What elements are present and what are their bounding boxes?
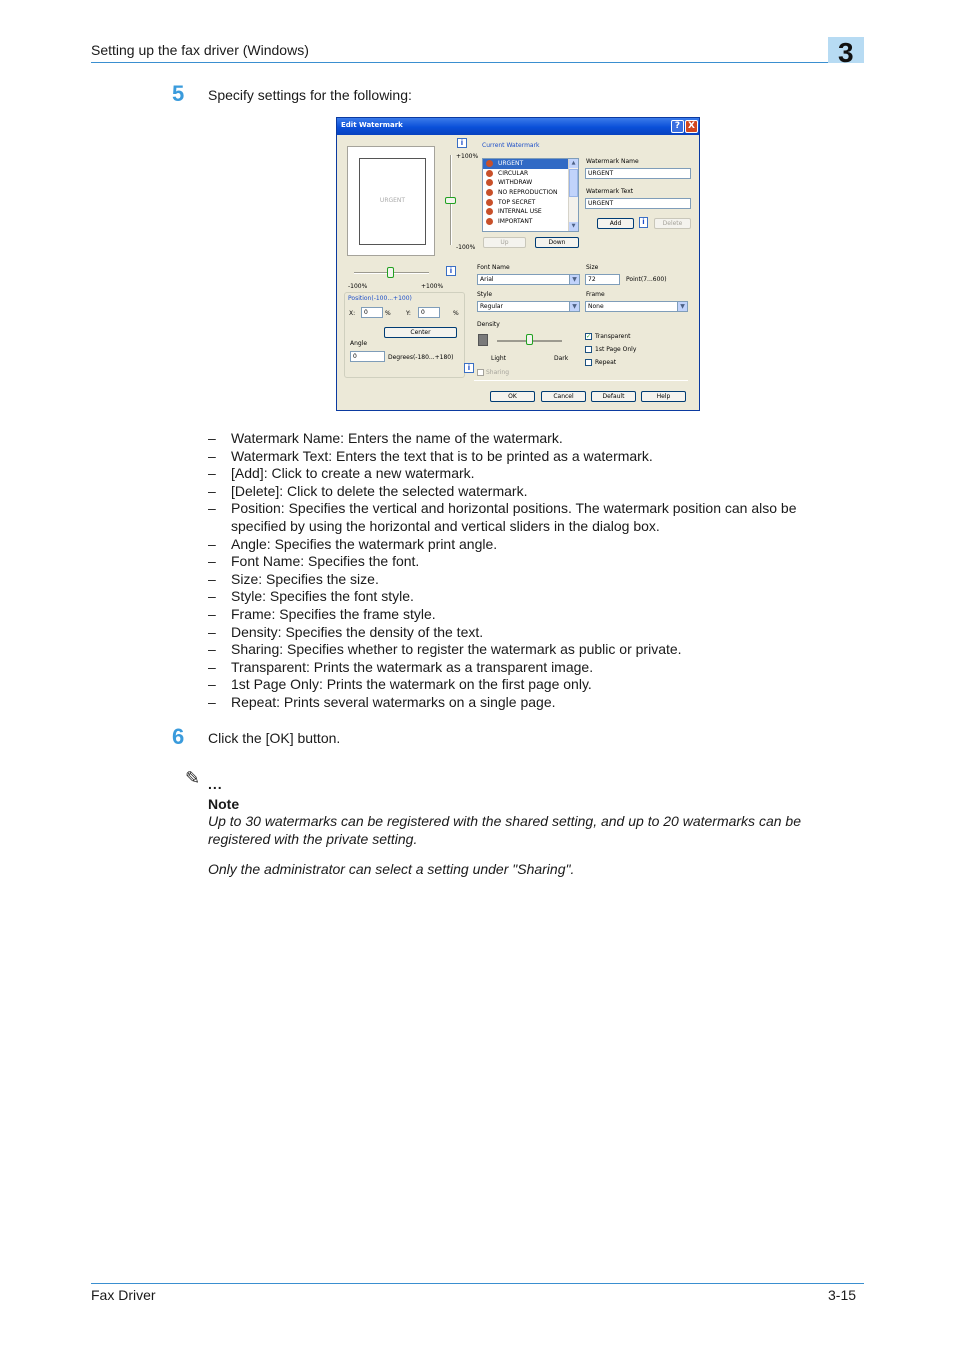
list-scrollbar[interactable] (568, 159, 578, 231)
scroll-down-icon[interactable]: ▼ (569, 222, 578, 231)
header-rule (91, 62, 864, 63)
note-title: Note (208, 796, 240, 812)
density-swatch (478, 334, 488, 346)
chevron-down-icon[interactable]: ▼ (569, 302, 579, 311)
list-item: – Frame: Specifies the frame style. (208, 606, 828, 624)
list-item: – Watermark Name: Enters the name of the watermark. (208, 430, 828, 448)
x-percent: % (385, 310, 391, 317)
separator (474, 380, 688, 381)
edit-watermark-dialog (336, 117, 700, 411)
style-select[interactable]: Regular ▼ (477, 301, 580, 312)
default-button[interactable]: Default (591, 391, 636, 402)
scroll-thumb[interactable] (569, 169, 578, 197)
page-number: 3-15 (828, 1287, 857, 1303)
watermark-icon (486, 179, 493, 186)
info-icon[interactable]: i (446, 266, 456, 276)
step-6-text: Click the [OK] button. (208, 730, 341, 746)
angle-input[interactable]: 0 (350, 351, 385, 362)
step-6-number: 6 (172, 724, 185, 749)
note-dots: ... (208, 776, 223, 792)
help-icon[interactable]: ? (671, 120, 684, 133)
repeat-label: Repeat (595, 359, 617, 366)
size-range-label: Point(7...600) (626, 276, 667, 283)
transparent-label: Transparent (595, 333, 631, 340)
density-slider-thumb[interactable] (526, 334, 533, 345)
font-name-select[interactable]: Arial ▼ (477, 274, 580, 285)
list-item[interactable]: URGENT (483, 159, 578, 169)
watermark-name-label: Watermark Name (586, 158, 639, 165)
list-item: – 1st Page Only: Prints the watermark on the first page only. (208, 676, 828, 694)
hslider-right-label: +100% (421, 283, 444, 290)
step-5-number: 5 (172, 81, 185, 106)
chevron-down-icon[interactable]: ▼ (569, 275, 579, 284)
style-label: Style (477, 291, 493, 298)
list-item: – Style: Specifies the font style. (208, 588, 828, 606)
size-label: Size (586, 264, 599, 271)
note-text-2: Only the administrator can select a setting under "Sharing". (208, 861, 575, 877)
list-item: – Size: Specifies the size. (208, 571, 828, 589)
sharing-label: Sharing (486, 369, 510, 376)
repeat-checkbox[interactable] (585, 359, 592, 366)
add-button[interactable]: Add (597, 218, 634, 229)
frame-select[interactable]: None ▼ (585, 301, 688, 312)
degrees-label: Degrees(-180...+180) (388, 354, 454, 361)
y-input[interactable]: 0 (418, 307, 440, 318)
down-button[interactable]: Down (535, 237, 579, 248)
first-page-only-checkbox[interactable] (585, 346, 592, 353)
close-icon[interactable]: X (685, 120, 698, 133)
footer-section: Fax Driver (91, 1287, 156, 1303)
transparent-checkbox[interactable]: ✓ (586, 333, 592, 340)
step-5-text: Specify settings for the following: (208, 87, 412, 103)
sharing-checkbox[interactable] (477, 369, 484, 376)
pencil-icon: ✎ (185, 768, 201, 788)
vslider-bottom-label: -100% (456, 244, 476, 251)
position-label: Position(-100...+100) (348, 295, 412, 302)
list-item: – Watermark Text: Enters the text that is to be printed as a watermark. (208, 448, 828, 466)
list-item: – Repeat: Prints several watermarks on a single page. (208, 694, 828, 712)
list-item[interactable]: NO REPRODUCTION (483, 188, 578, 198)
watermark-text-label: Watermark Text (586, 188, 634, 195)
watermark-icon (486, 189, 493, 196)
density-label: Density (477, 321, 500, 328)
angle-label: Angle (350, 340, 368, 347)
preview-page (359, 158, 426, 245)
y-percent: % (453, 310, 459, 317)
y-label: Y: (406, 310, 411, 317)
list-item: – Density: Specifies the density of the text. (208, 624, 828, 642)
info-icon[interactable]: i (457, 138, 467, 148)
ok-button[interactable]: OK (490, 391, 535, 402)
watermark-icon (486, 208, 493, 215)
vertical-slider-thumb[interactable] (445, 197, 456, 204)
list-item: – Sharing: Specifies whether to register the watermark as public or private. (208, 641, 828, 659)
vslider-top-label: +100% (456, 153, 479, 160)
frame-label: Frame (586, 291, 605, 298)
list-item: – Angle: Specifies the watermark print angle. (208, 536, 828, 554)
list-item: – [Add]: Click to create a new watermark. (208, 465, 828, 483)
delete-button[interactable]: Delete (654, 218, 691, 229)
watermark-text-input[interactable]: URGENT (585, 198, 691, 209)
list-item[interactable]: TOP SECRET (483, 198, 578, 208)
watermark-icon (486, 170, 493, 177)
watermark-icon (486, 218, 493, 225)
note-text-1: Up to 30 watermarks can be registered with the shared setting, and up to 20 watermarks can be registered with the private setting. (208, 813, 801, 847)
list-item: – Position: Specifies the vertical and horizontal positions. The watermark position can also be specified by using the horizontal and vertical sliders in the dialog box. (208, 500, 828, 535)
list-item: – Transparent: Prints the watermark as a transparent image. (208, 659, 828, 677)
list-item[interactable]: INTERNAL USE (483, 207, 578, 217)
footer-rule (91, 1283, 864, 1284)
dark-label: Dark (554, 355, 569, 362)
running-header: Setting up the fax driver (Windows) (91, 42, 309, 58)
list-item[interactable]: IMPORTANT (483, 217, 578, 227)
x-input[interactable]: 0 (361, 307, 383, 318)
chapter-number: 3 (838, 37, 854, 68)
preview-watermark-text: URGENT (379, 197, 406, 204)
info-icon[interactable]: i (639, 217, 648, 228)
list-item: – [Delete]: Click to delete the selected watermark. (208, 483, 828, 501)
list-item: – Font Name: Specifies the font. (208, 553, 828, 571)
size-input[interactable]: 72 (585, 274, 620, 285)
center-button[interactable]: Center (384, 327, 457, 338)
font-name-label: Font Name (477, 264, 510, 271)
light-label: Light (491, 355, 506, 362)
current-watermark-label: Current Watermark (482, 142, 540, 149)
list-item[interactable]: WITHDRAW (483, 178, 578, 188)
watermark-icon (486, 160, 493, 167)
settings-description-list (208, 430, 828, 712)
cancel-button[interactable]: Cancel (541, 391, 586, 402)
help-button[interactable]: Help (641, 391, 686, 402)
dialog-titlebar (337, 118, 699, 135)
watermark-icon (486, 199, 493, 206)
first-page-only-label: 1st Page Only (595, 346, 637, 353)
hslider-left-label: -100% (348, 283, 368, 290)
list-item[interactable]: CIRCULAR (483, 169, 578, 179)
info-icon[interactable]: i (464, 363, 474, 373)
dialog-title: Edit Watermark (341, 121, 403, 129)
watermark-name-input[interactable]: URGENT (585, 168, 691, 179)
preview-frame (347, 146, 435, 256)
horizontal-slider-thumb[interactable] (387, 267, 394, 278)
scroll-up-icon[interactable]: ▲ (569, 159, 578, 168)
watermark-list[interactable] (482, 158, 579, 232)
up-button[interactable]: Up (483, 237, 526, 248)
chevron-down-icon[interactable]: ▼ (677, 302, 687, 311)
x-label: X: (349, 310, 356, 317)
